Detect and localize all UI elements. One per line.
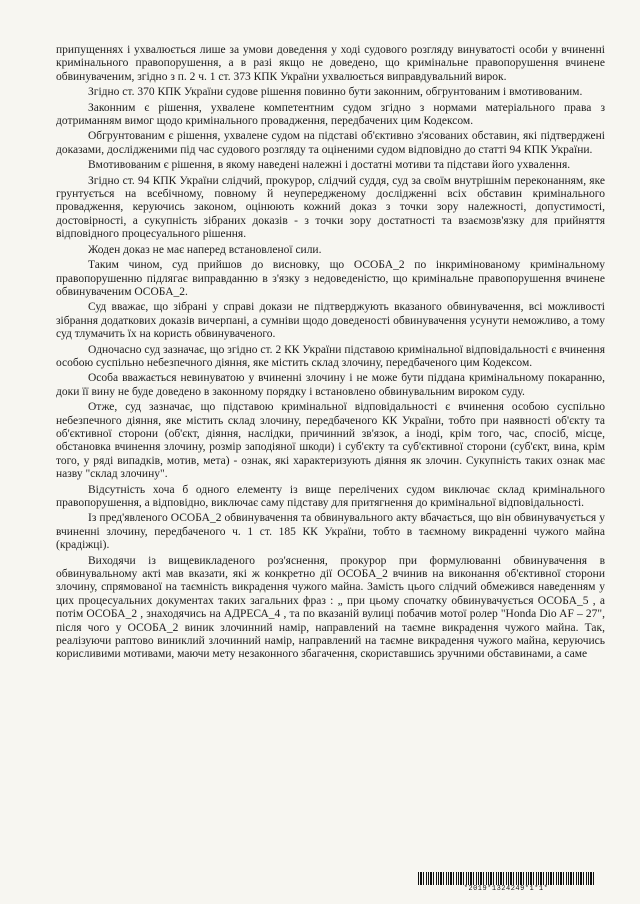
barcode-number: *2019*1324249*1*1*	[463, 885, 549, 893]
paragraph-10: Одночасно суд зазначає, що згідно ст. 2 КК України підставою кримінальної відповідальності є вчинення особою суспільно небезпечного діяння, яке містить склад злочину, передбаченого цим Кодексом.	[56, 343, 605, 369]
paragraph-7: Жоден доказ не має наперед встановленої сили.	[88, 243, 322, 256]
paragraph-5: Вмотивованим є рішення, в якому наведені належні і достатні мотиви та підстави його ухвалення.	[88, 159, 571, 172]
paragraph-2: Згідно ст. 370 КПК України судове рішення повинно бути законним, обгрунтованим і вмотивованим.	[88, 86, 583, 99]
paragraph-11: Особа вважається невинуватою у вчиненні злочину і не може бути піддана кримінальному покаранню, доки її вину не буде доведено в законному порядку і встановлено обвинувальним вироком суду.	[56, 372, 605, 398]
document-body	[56, 44, 605, 664]
paragraph-3: Законним є рішення, ухвалене компетентним судом згідно з нормами матеріального права з дотриманням вимог щодо кримінального провадження, передбачених цим Кодексом.	[56, 101, 605, 128]
paragraph-4: Обгрунтованим є рішення, ухвалене судом на підставі об'єктивно з'ясованих обставин, які підтверджені доказами, дослідженими під час судового розгляду та оціненими судом відповідно до статті 94 КПК України.	[56, 130, 605, 156]
barcode	[418, 872, 594, 885]
paragraph-6: Згідно ст. 94 КПК України слідчий, прокурор, слідчий суддя, суд за своїм внутрішнім переконанням, яке грунтується на всебічному, повному й неупередженому дослідженні всіх обставин кримінального провадження, керуючись законом, оцінюють кожний доказ з точки зору належності, допустимості, достовірності, а сукупність зібраних доказів - з точки зору достатності та взаємозв'язку для прийняття відповідного процесуального рішення.	[56, 174, 605, 241]
paragraph-8: Таким чином, суд прийшов до висновку, що ОСОБА_2 по інкримінованому кримінальному правопорушенню підлягає виправданню в з'язку з недоведеністю, що кримінальне правопорушення вчинене обвинуваченим ОСОБА_2.	[56, 259, 605, 298]
paragraph-1: припущеннях і ухвалюється лише за умови доведення у ході судового розгляду винуватості особи у вчиненні кримінального правопорушення, а в разі якщо не доведено, що кримінальне правопорушення вчинене обвинуваченим, згідно з п. 2 ч. 1 ст. 373 КПК України ухвалюється виправдувальний вирок.	[56, 44, 605, 83]
paragraph-12: Отже, суд зазначає, що підставою кримінальної відповідальності є вчинення особою суспільно небезпечного діяння, яке містить склад злочину, передбаченого КК України, тобто при наявності об'єкту та об'єктивної сторони (об'єкт, діяння, наслідки, причинний зв'язок, а іноді, крім того, час, спосіб, місце, обстановка вчинення злочину, розмір заподіяної шкоди) і суб'єкту та суб'єктивної сторони (суб'єкт, вина, крім того, у ряді випадків, мотив, мета) - ознак, які характеризують діяння як злочин. Сукупність таких ознак має назву "склад злочину".	[56, 401, 605, 481]
paragraph-14: Із пред'явленого ОСОБА_2 обвинувачення та обвинувального акту вбачається, що він обвинувачується у вчиненні злочину, передбаченого ч. 1 ст. 185 КК України, тобто в таємному викраденні чужого майна (крадіжці).	[56, 512, 605, 552]
paragraph-13: Відсутність хоча б одного елементу із вище перелічених судом виключає склад кримінального правопорушення, а відповідно, виключає саму підставу для притягнення до кримінальної відповідальності.	[56, 483, 605, 509]
paragraph-15: Виходячи із вищевикладеного роз'яснення, прокурор при формулюванні обвинувачення в обвинувальному акті мав вказати, які ж конкретно дії ОСОБА_2 вчинив на виконання об'єктивної сторони злочину, спрямованої на таємність викрадення чужого майна. Замість цього слідчий обмежився наведенням у цих процесуальних документах таких загальних фраз : „ при цьому спочатку обвинувачується ОСОБА_5 , а потім ОСОБА_2 , знаходячись на АДРЕСА_4 , та по вказаній вулиці побачив мотоï ролер "Honda Dio AF – 27", після чого у ОСОБА_2 виник злочинний намір, направлений на таємне викрадення чужого майна. Так, реалізуючи раптово виниклий злочинний намір, направлений на таємне викрадення чужого майна, керуючись корисливими мотивами, маючи мету незаконного збагачення, скориставшись зручними обставинами, а саме	[56, 554, 605, 661]
paragraph-9: Суд вважає, що зібрані у справі докази не підтверджують вказаного обвинувачення, всі можливості зібрання додаткових доказів вичерпані, а сумніви щодо доведеності обвинувачення усунути неможливо, а тому суд тлумачить їх на користь обвинуваченого.	[56, 301, 605, 341]
